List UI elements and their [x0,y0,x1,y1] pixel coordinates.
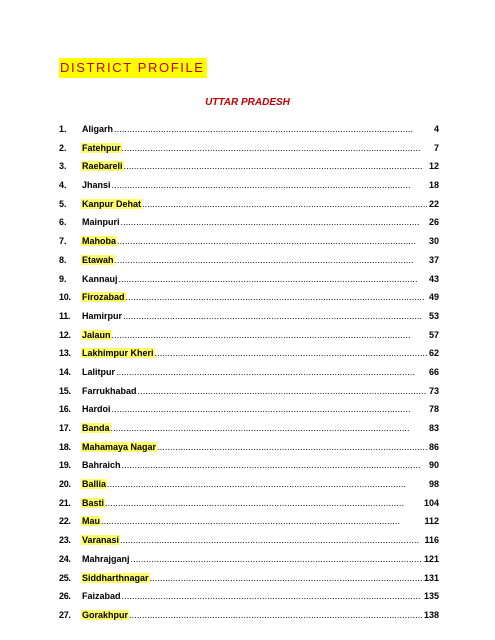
dot-leader [115,255,427,265]
toc-entry-number: 7. [59,236,67,247]
toc-entry[interactable] [59,573,439,592]
toc-entry[interactable] [59,554,439,573]
toc-entry-page: 22 [428,198,439,209]
toc-entry-number: 9. [59,273,67,284]
toc-entry-number: 5. [59,198,67,209]
toc-entry-page: 18 [428,180,439,191]
toc-entry-number: 6. [59,217,67,228]
toc-entry-name: Varanasi [82,535,120,546]
toc-entry-page: 4 [433,124,439,134]
toc-entry-name: Banda [82,423,110,433]
toc-entry-name: Mainpuri [82,217,120,228]
toc-entry-name: Aligarh [82,124,114,134]
toc-entry-page: 83 [428,423,439,433]
toc-entry-number: 27. [59,609,71,620]
toc-entry-name: Farrukhabad [82,385,137,396]
toc-entry-number: 16. [59,404,71,415]
toc-entry-name: Ballia [82,479,107,490]
toc-entry[interactable] [59,274,439,293]
toc-entry-number: 8. [59,254,67,265]
toc-entry[interactable] [59,348,439,367]
toc-entry-page: 121 [423,553,439,564]
toc-entry-name: Gorakhpur [82,609,129,620]
toc-entry-name: Etawah [82,254,114,265]
dot-leader [129,610,422,620]
toc-entry[interactable] [59,423,439,442]
toc-entry[interactable] [59,180,439,199]
toc-entry[interactable] [59,498,439,517]
toc-entry-page: 26 [428,217,439,228]
toc-entry[interactable] [59,442,439,461]
toc-entry[interactable] [59,367,439,386]
toc-entry-number: 11. [59,310,71,321]
toc-entry-page: 86 [428,441,439,452]
toc-entry-name: Kanpur Dehat [82,198,142,209]
toc-entry-name: Faizabad [82,591,121,602]
dot-leader [111,423,427,433]
toc-entry[interactable] [59,591,439,610]
toc-entry-number: 15. [59,385,71,396]
toc-entry-page: 131 [423,572,439,583]
toc-entry-name: Firozabad [82,292,125,303]
toc-entry-page: 90 [428,460,439,471]
toc-entry-page: 7 [433,142,439,153]
toc-entry-page: 112 [424,516,439,527]
toc-entry-page: 66 [428,366,439,377]
dot-leader [107,479,427,489]
table-of-contents [59,124,439,629]
toc-entry-page: 37 [428,254,439,265]
dot-leader [142,199,427,209]
toc-entry-name: Jalaun [82,329,111,340]
toc-entry[interactable] [59,311,439,330]
toc-entry-page: 73 [428,385,439,396]
dot-leader [112,180,427,190]
toc-entry-number: 1. [59,124,67,134]
toc-entry-page: 104 [423,497,439,508]
toc-entry-name: Raebareli [82,161,123,172]
dot-leader [131,554,422,564]
toc-entry[interactable] [59,161,439,180]
toc-entry-name: Mahrajganj [82,553,130,564]
toc-entry[interactable] [59,143,439,162]
toc-entry-page: 62 [428,348,439,359]
toc-entry-number: 17. [59,423,71,433]
toc-entry[interactable] [59,404,439,423]
toc-entry-page: 135 [423,591,439,602]
toc-entry-page: 78 [428,404,439,415]
dot-leader [119,274,427,284]
toc-entry[interactable] [59,330,439,349]
dot-leader [122,591,422,601]
dot-leader [126,292,427,302]
toc-entry-name: Lakhimpur Kheri [82,348,154,359]
toc-entry-page: 30 [428,236,439,247]
toc-entry-number: 13. [59,348,71,359]
toc-entry-name: Basti [82,497,105,508]
toc-entry-name: Mau [82,516,100,527]
dot-leader [150,573,422,583]
toc-entry[interactable] [59,236,439,255]
toc-entry-number: 23. [59,535,71,546]
toc-entry-name: Mahoba [82,236,117,247]
toc-entry-name: Kannauj [82,273,118,284]
toc-entry[interactable] [59,217,439,236]
dot-leader [155,348,427,358]
dot-leader [114,124,432,134]
toc-entry-page: 57 [428,329,439,340]
toc-entry-number: 2. [59,142,67,153]
toc-entry[interactable] [59,479,439,498]
toc-entry[interactable] [59,386,439,405]
toc-entry[interactable] [59,199,439,218]
toc-entry-page: 98 [428,479,439,490]
toc-entry[interactable] [59,255,439,274]
dot-leader [123,311,427,321]
dot-leader [124,161,427,171]
toc-entry-number: 20. [59,479,71,490]
dot-leader [101,516,422,526]
dot-leader [122,143,432,153]
toc-entry-page: 12 [428,161,439,172]
toc-entry-number: 25. [59,572,71,583]
toc-entry-name: Bahraich [82,460,121,471]
toc-entry-number: 10. [59,292,71,303]
dot-leader [117,236,427,246]
toc-entry-number: 24. [59,553,71,564]
toc-entry-name: Hamirpur [82,310,123,321]
toc-entry-number: 21. [59,497,71,508]
toc-entry[interactable] [59,124,439,143]
dot-leader [105,498,422,508]
toc-entry-name: Lalitpur [82,366,115,377]
toc-entry-name: Jhansi [82,180,111,191]
toc-entry-number: 19. [59,460,71,471]
dot-leader [116,367,427,377]
toc-entry-number: 18. [59,441,71,452]
dot-leader [122,460,427,470]
dot-leader [112,330,427,340]
toc-entry-page: 49 [428,292,439,303]
toc-entry[interactable] [59,610,439,629]
toc-entry-name: Fatehpur [82,142,121,153]
toc-entry-name: Mahamaya Nagar [82,441,157,452]
toc-entry-page: 138 [423,609,439,620]
toc-entry-number: 12. [59,329,71,340]
document-title: DISTRICT PROFILE [59,58,207,78]
toc-entry[interactable] [59,516,439,535]
toc-entry-number: 3. [59,161,67,172]
dot-leader [138,386,427,396]
toc-entry-number: 22. [59,516,71,527]
toc-entry[interactable] [59,535,439,554]
toc-entry-page: 53 [428,310,439,321]
toc-entry-number: 14. [59,366,71,377]
dot-leader [112,404,427,414]
toc-entry-page: 43 [428,273,439,284]
toc-entry-number: 4. [59,180,67,191]
dot-leader [120,535,422,545]
toc-entry[interactable] [59,292,439,311]
state-heading: UTTAR PRADESH [205,97,290,108]
dot-leader [121,217,427,227]
dot-leader [157,442,427,452]
toc-entry-name: Hardoi [82,404,111,415]
toc-entry[interactable] [59,460,439,479]
toc-entry-page: 116 [424,535,439,546]
toc-entry-number: 26. [59,591,71,602]
toc-entry-name: Siddharthnagar [82,572,149,583]
